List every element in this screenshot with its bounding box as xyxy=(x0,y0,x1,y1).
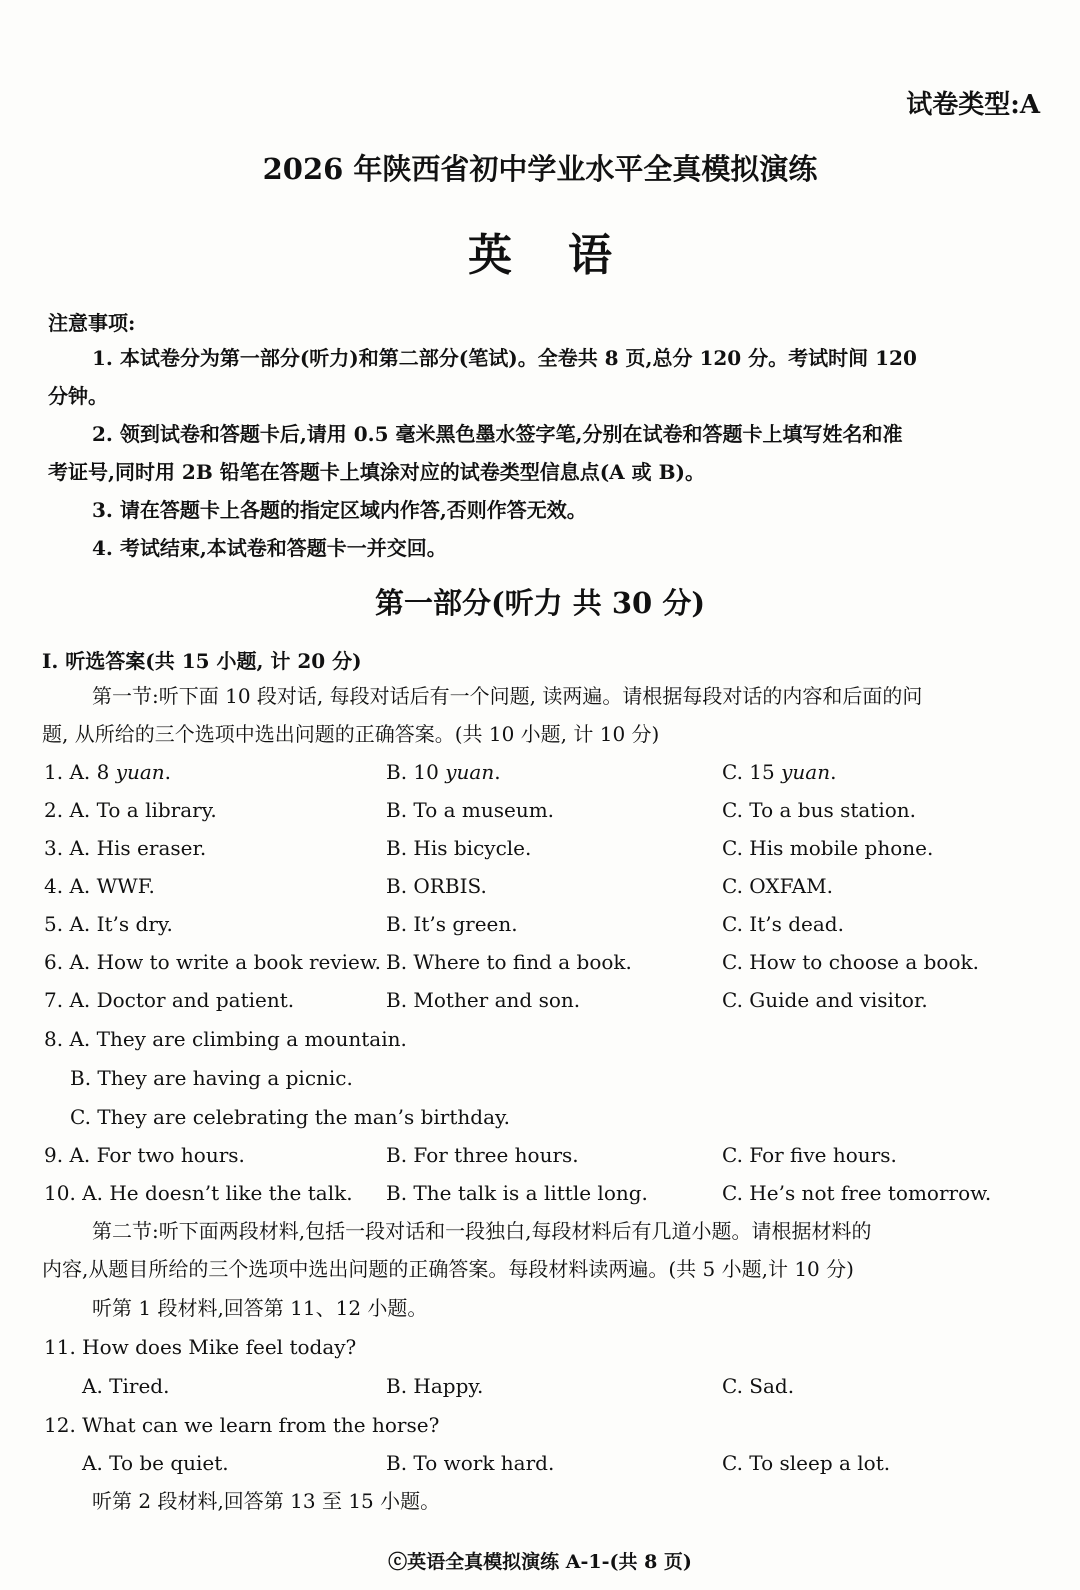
q4-option-b: B. ORBIS. xyxy=(386,874,487,898)
q7-option-c: C. Guide and visitor. xyxy=(722,988,928,1012)
exam-title: 2026 年陕西省初中学业水平全真模拟演练 xyxy=(262,152,818,186)
q1-option-a: 1. A. 8 yuan. xyxy=(44,760,172,784)
notice-item-1: 1. 本试卷分为第一部分(听力)和第二部分(笔试)。全卷共 8 页,总分 120 分。考试时间 120 xyxy=(92,346,917,370)
material1-prompt: 听第 1 段材料,回答第 11、12 小题。 xyxy=(92,1296,428,1320)
q5-option-a: 5. A. It’s dry. xyxy=(44,912,173,936)
q12-stem: 12. What can we learn from the horse? xyxy=(44,1413,440,1437)
q11-option-a: A. Tired. xyxy=(82,1374,170,1398)
q8-option-b: B. They are having a picnic. xyxy=(70,1066,353,1090)
notice-item-3: 3. 请在答题卡上各题的指定区域内作答,否则作答无效。 xyxy=(92,498,587,522)
section2-instruction-line-1: 第二节:听下面两段材料,包括一段对话和一段独白,每段材料后有几道小题。请根据材料的 xyxy=(92,1219,872,1243)
notice-heading: 注意事项: xyxy=(48,311,136,335)
q7-option-a: 7. A. Doctor and patient. xyxy=(44,988,295,1012)
q3-option-a: 3. A. His eraser. xyxy=(44,836,207,860)
q12-option-c: C. To sleep a lot. xyxy=(722,1451,891,1475)
q1-option-b: B. 10 yuan. xyxy=(386,760,501,784)
q4-option-c: C. OXFAM. xyxy=(722,874,834,898)
q6-option-c: C. How to choose a book. xyxy=(722,950,979,974)
subject-title: 英语 xyxy=(468,230,668,281)
section2-instruction-line-2: 内容,从题目所给的三个选项中选出问题的正确答案。每段材料读两遍。(共 5 小题,计 10 分) xyxy=(42,1257,854,1281)
q11-option-b: B. Happy. xyxy=(386,1374,484,1398)
notice-item-2-cont: 考证号,同时用 2B 铅笔在答题卡上填涂对应的试卷类型信息点(A 或 B)。 xyxy=(48,460,705,484)
q5-option-b: B. It’s green. xyxy=(386,912,518,936)
q10-option-a: 10. A. He doesn’t like the talk. xyxy=(44,1181,353,1205)
q11-stem: 11. How does Mike feel today? xyxy=(44,1335,357,1359)
q12-option-a: A. To be quiet. xyxy=(82,1451,229,1475)
q10-option-c: C. He’s not free tomorrow. xyxy=(722,1181,992,1205)
q9-option-b: B. For three hours. xyxy=(386,1143,579,1167)
notice-item-4: 4. 考试结束,本试卷和答题卡一并交回。 xyxy=(92,536,447,560)
q3-option-c: C. His mobile phone. xyxy=(722,836,934,860)
q10-option-b: B. The talk is a little long. xyxy=(386,1181,648,1205)
notice-item-1-cont: 分钟。 xyxy=(48,384,108,408)
page-footer: ⓒ英语全真模拟演练 A-1-(共 8 页) xyxy=(388,1551,692,1573)
paper-type-label: 试卷类型:A xyxy=(906,90,1040,120)
q3-option-b: B. His bicycle. xyxy=(386,836,532,860)
section-title: Ⅰ. 听选答案(共 15 小题, 计 20 分) xyxy=(42,649,362,673)
part-one-title: 第一部分(听力 共 30 分) xyxy=(374,586,706,620)
q9-option-a: 9. A. For two hours. xyxy=(44,1143,245,1167)
notice-item-2: 2. 领到试卷和答题卡后,请用 0.5 毫米黑色墨水签字笔,分别在试卷和答题卡上填写姓名和准 xyxy=(92,422,903,446)
section1-instruction-line-1: 第一节:听下面 10 段对话, 每段对话后有一个问题, 读两遍。请根据每段对话的内容和后面的问 xyxy=(92,684,923,708)
q2-option-b: B. To a museum. xyxy=(386,798,555,822)
q6-option-b: B. Where to find a book. xyxy=(386,950,632,974)
material2-prompt: 听第 2 段材料,回答第 13 至 15 小题。 xyxy=(92,1489,441,1513)
q12-option-b: B. To work hard. xyxy=(386,1451,555,1475)
q9-option-c: C. For five hours. xyxy=(722,1143,897,1167)
q7-option-b: B. Mother and son. xyxy=(386,988,581,1012)
q8-option-c: C. They are celebrating the man’s birthday. xyxy=(70,1105,510,1129)
section1-instruction-line-2: 题, 从所给的三个选项中选出问题的正确答案。(共 10 小题, 计 10 分) xyxy=(42,722,660,746)
q11-option-c: C. Sad. xyxy=(722,1374,795,1398)
q2-option-a: 2. A. To a library. xyxy=(44,798,217,822)
q8-option-a: 8. A. They are climbing a mountain. xyxy=(44,1027,407,1051)
q6-option-a: 6. A. How to write a book review. xyxy=(44,950,381,974)
q5-option-c: C. It’s dead. xyxy=(722,912,844,936)
q1-option-c: C. 15 yuan. xyxy=(722,760,837,784)
q4-option-a: 4. A. WWF. xyxy=(44,874,155,898)
q2-option-c: C. To a bus station. xyxy=(722,798,917,822)
